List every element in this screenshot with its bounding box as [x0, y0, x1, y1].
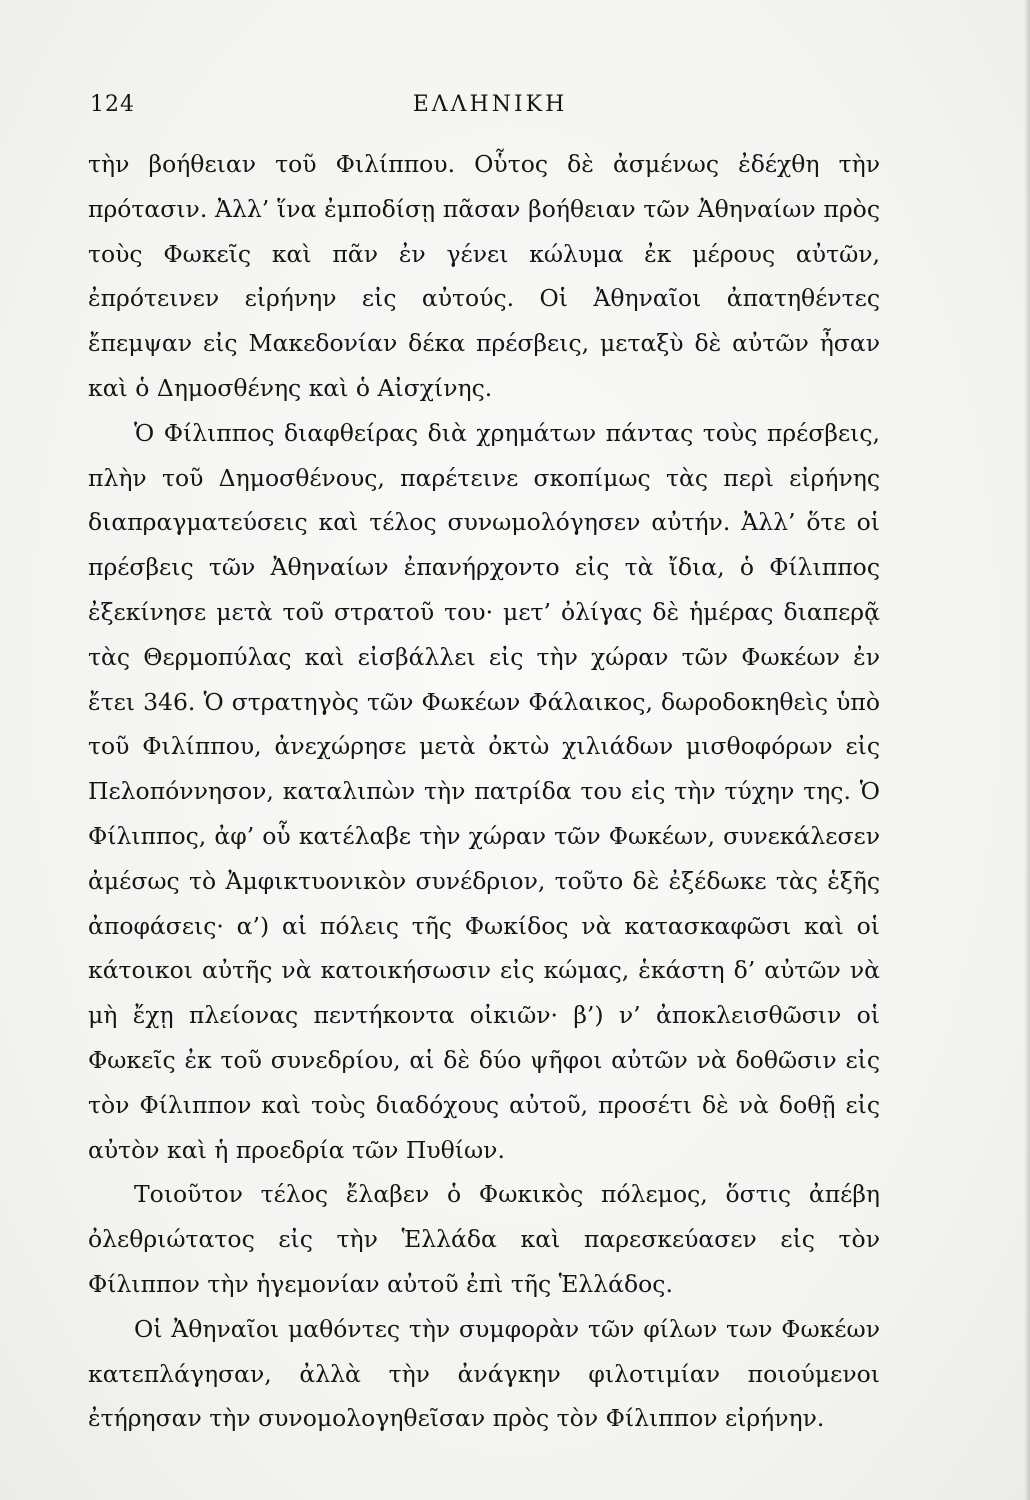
paragraph-1: τὴν βοήθειαν τοῦ Φιλίππου. Οὗτος δὲ ἀσμένως ἐδέχθη τὴν πρότασιν. Ἀλλ’ ἵνα ἐμποδίσῃ πᾶσαν βοήθειαν τῶν Ἀθηναίων πρὸς τοὺς Φωκεῖς καὶ πᾶν ἐν γένει κώλυμα ἐκ μέρους αὐτῶν, ἐπρότεινεν εἰρήνην εἰς αὐτούς. Οἱ Ἀθηναῖοι ἀπατηθέντες ἔπεμψαν εἰς Μακεδονίαν δέκα πρέσβεις, μεταξὺ δὲ αὐτῶν ἦσαν καὶ ὁ Δημοσθένης καὶ ὁ Αἰσχίνης.	[88, 150, 880, 402]
paragraph-2: Ὁ Φίλιππος διαφθείρας διὰ χρημάτων πάντας τοὺς πρέσβεις, πλὴν τοῦ Δημοσθένους, παρέτεινε σκοπίμως τὰς περὶ εἰρήνης διαπραγματεύσεις καὶ τέλος συνωμολόγησεν αὐτήν. Ἀλλ’ ὅτε οἱ πρέσβεις τῶν Ἀθηναίων ἐπανήρχοντο εἰς τὰ ἴδια, ὁ Φίλιππος ἐξεκίνησε μετὰ τοῦ στρατοῦ του· μετ’ ὀλίγας δὲ ἡμέρας διαπερᾷ τὰς Θερμοπύλας καὶ εἰσβάλλει εἰς τὴν χώραν τῶν Φωκέων ἐν ἔτει 346. Ὁ στρατηγὸς τῶν Φωκέων Φάλαικος, δωροδοκηθεὶς ὑπὸ τοῦ Φιλίππου, ἀνεχώρησε μετὰ ὀκτὼ χιλιάδων μισθοφόρων εἰς Πελοπόννησον, καταλιπὼν τὴν πατρίδα του εἰς τὴν τύχην της. Ὁ Φίλιππος, ἀφ’ οὗ κατέλαβε τὴν χώραν τῶν Φωκέων, συνεκάλεσεν ἀμέσως τὸ Ἀμφικτυονικὸν συνέδριον, τοῦτο δὲ ἐξέδωκε τὰς ἑξῆς ἀποφάσεις· α’) αἱ πόλεις τῆς Φωκίδος νὰ κατασκαφῶσι καὶ οἱ κάτοικοι αὐτῆς νὰ κατοικήσωσιν εἰς κώμας, ἑκάστη δ’ αὐτῶν νὰ μὴ ἔχῃ πλείονας πεντήκοντα οἰκιῶν· β’) ν’ ἀποκλεισθῶσιν οἱ Φωκεῖς ἐκ τοῦ συνεδρίου, αἱ δὲ δύο ψῆφοι αὐτῶν νὰ δοθῶσιν εἰς τὸν Φίλιππον καὶ τοὺς διαδόχους αὐτοῦ, προσέτι δὲ νὰ δοθῇ εἰς αὐτὸν καὶ ἡ προεδρία τῶν Πυθίων.	[88, 418, 880, 1164]
paragraph-3: Τοιοῦτον τέλος ἔλαβεν ὁ Φωκικὸς πόλεμος, ὅστις ἀπέβη ὀλεθριώτατος εἰς τὴν Ἑλλάδα καὶ παρεσκεύασεν εἰς τὸν Φίλιππον τὴν ἡγεμονίαν αὐτοῦ ἐπὶ τῆς Ἑλλάδος.	[88, 1180, 880, 1298]
running-title: ΕΛΛΗΝΙΚΗ	[412, 92, 568, 117]
paragraph-4: Οἱ Ἀθηναῖοι μαθόντες τὴν συμφορὰν τῶν φίλων των Φωκέων κατεπλάγησαν, ἀλλὰ τὴν ἀνάγκην φιλοτιμίαν ποιούμενοι ἐτήρησαν τὴν συνομολογηθεῖσαν πρὸς τὸν Φίλιππον εἰρήνην.	[88, 1314, 880, 1433]
page-number: 124	[90, 92, 135, 117]
page-edge-shadow	[1024, 0, 1030, 1500]
page-header	[90, 92, 890, 122]
body-text	[88, 142, 880, 1441]
